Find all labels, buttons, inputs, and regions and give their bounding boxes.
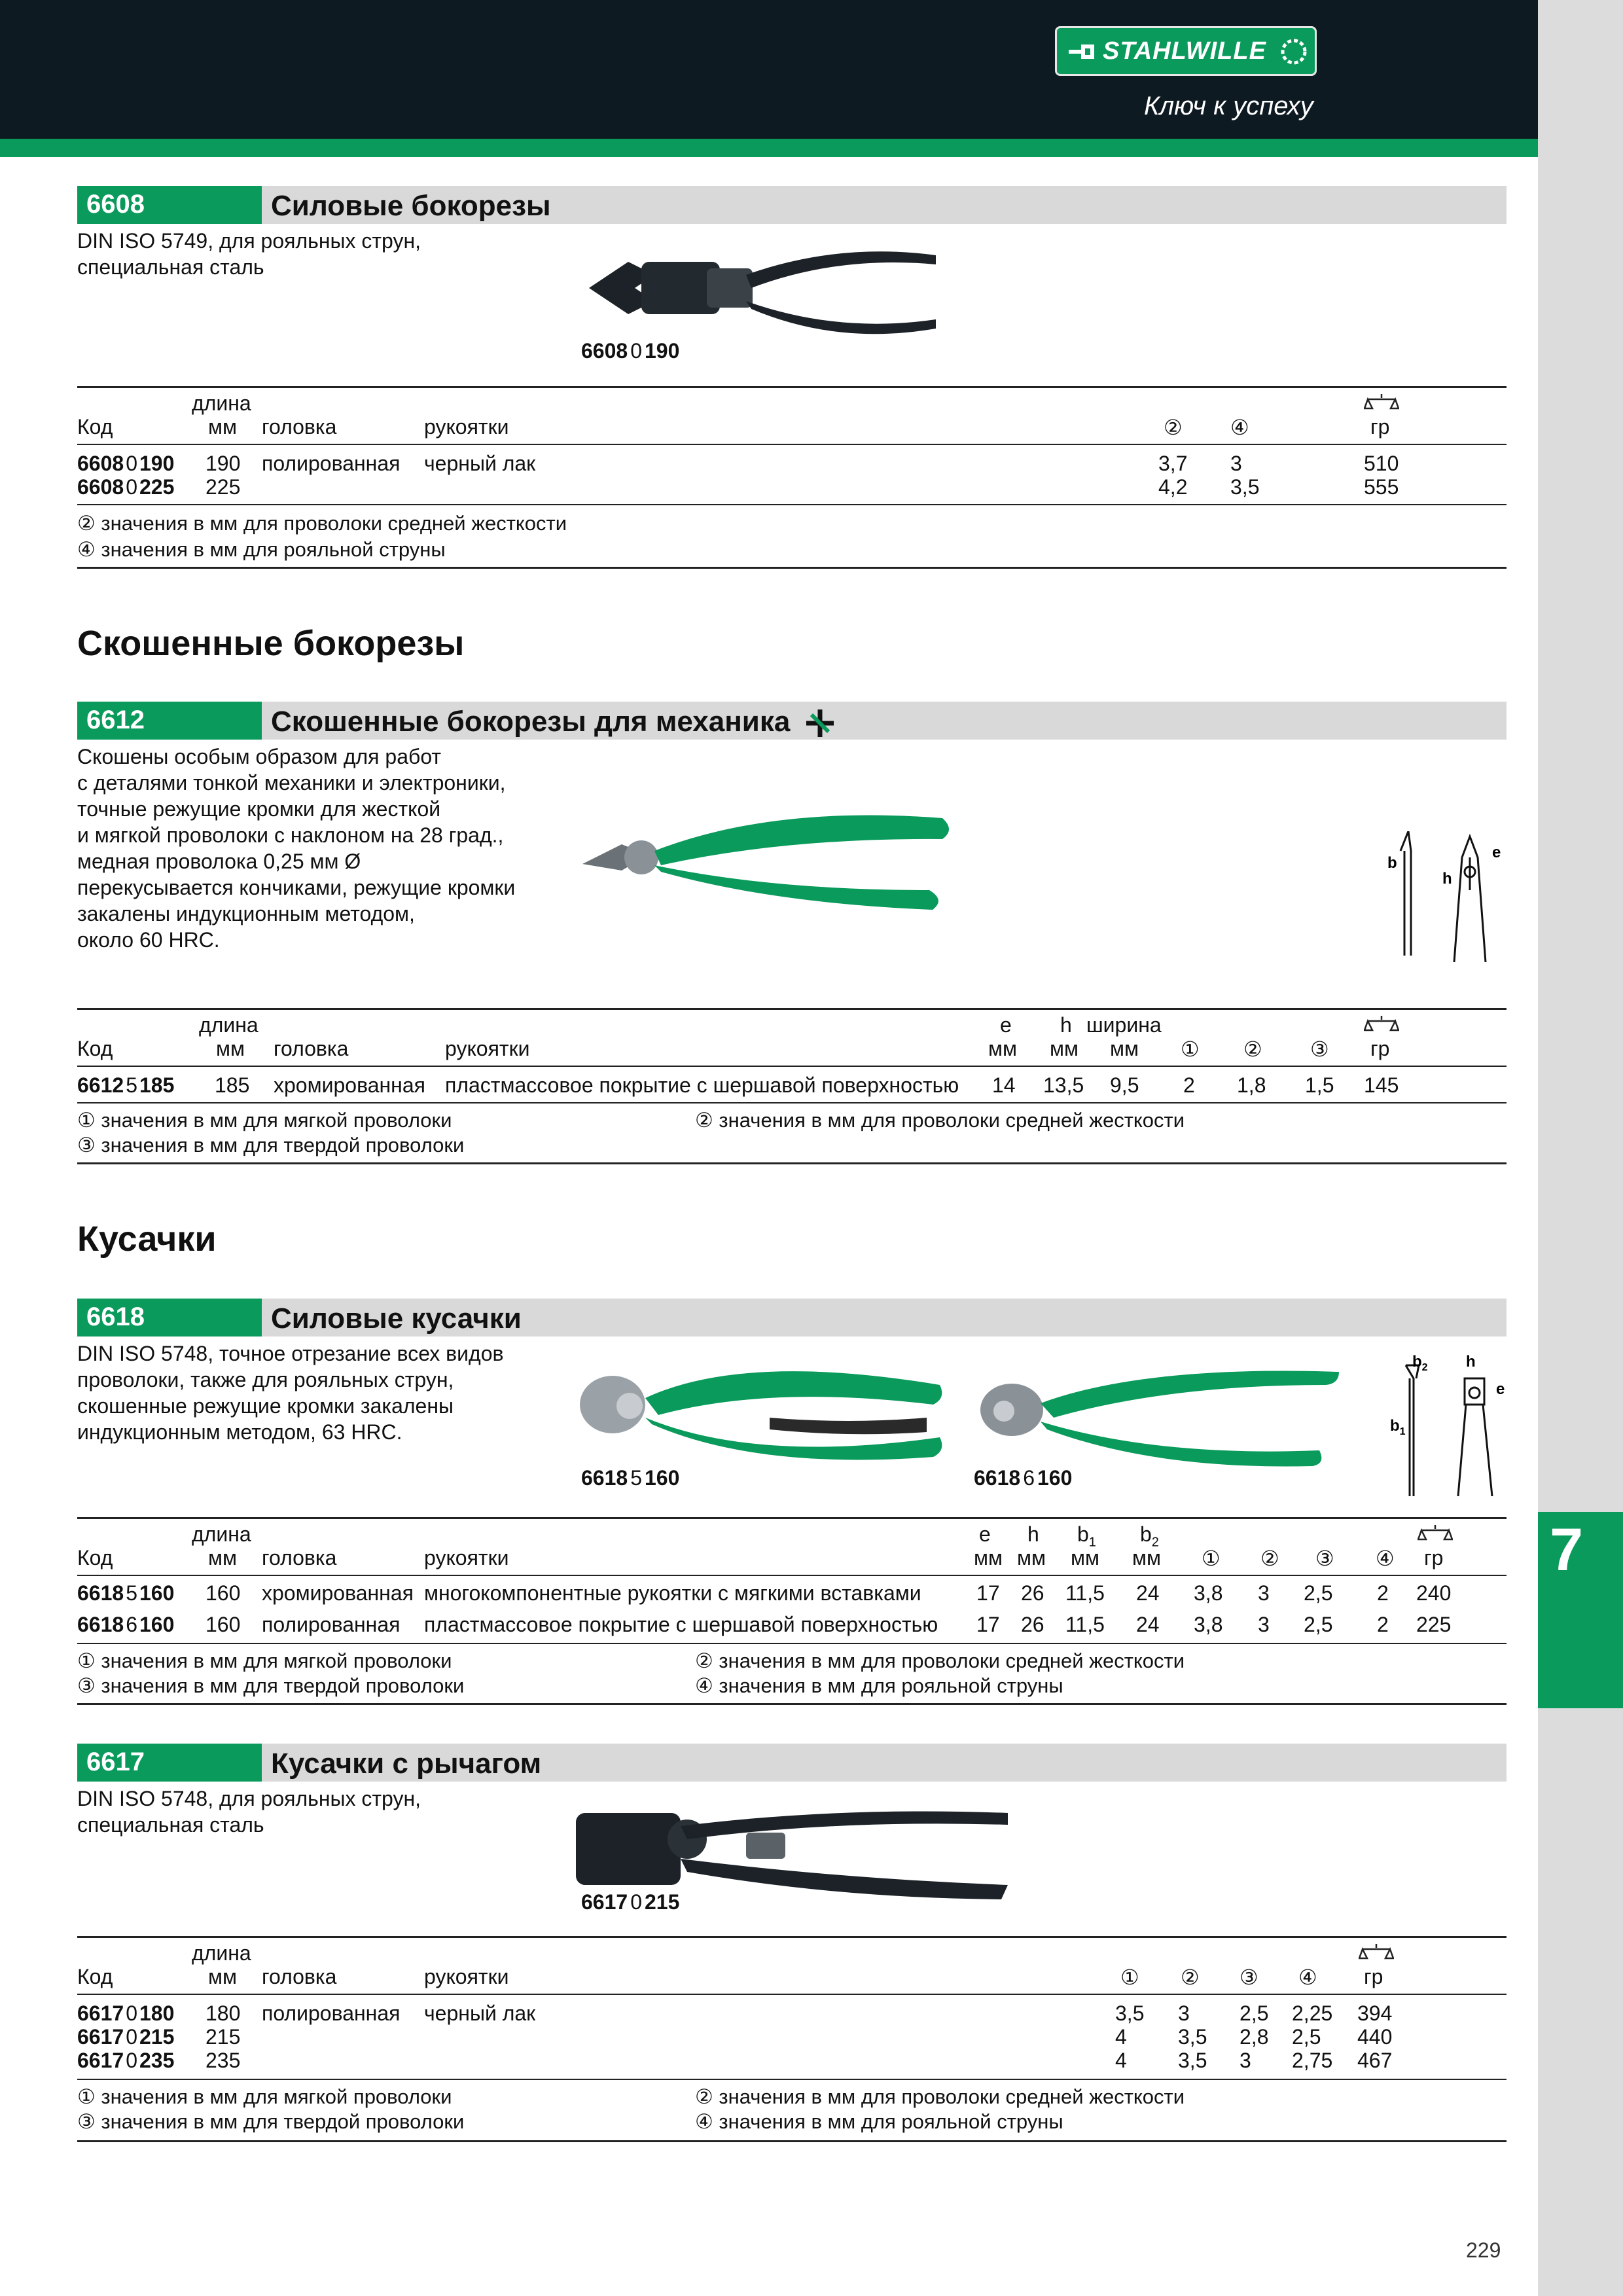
row-code-a: 6617 (77, 2001, 124, 2025)
gear-logo-icon (1279, 37, 1308, 66)
row-soft-wire: 2 (1183, 1073, 1195, 1097)
section-code-badge (77, 186, 262, 224)
col-code: Код (77, 415, 113, 439)
table-bottom-rule (77, 1703, 1507, 1705)
group-heading: Скошенные бокорезы (77, 624, 465, 663)
desc-line: DIN ISO 5748, точное отрезание всех видов (77, 1342, 504, 1365)
brand-name: STAHLWILLE (1103, 37, 1266, 65)
section-header-6618 (77, 1299, 1507, 1336)
col-weight: гр (1370, 1037, 1390, 1060)
row-handle: черный лак (424, 2001, 536, 2025)
row-code-b: 0 (126, 2049, 137, 2072)
desc-line: проволоки, также для рояльных струн, (77, 1368, 454, 1391)
section-title: Силовые бокорезы (271, 190, 551, 222)
row-code-c: 180 (139, 2001, 175, 2025)
footnote: ① значения в мм для мягкой проволоки (77, 1109, 452, 1132)
section-code: 6612 (86, 706, 145, 734)
row-hard-wire: 1,5 (1305, 1073, 1334, 1097)
weight-scale-icon (1418, 1522, 1453, 1545)
row-medium-wire: 3 (1178, 2001, 1190, 2025)
row-code-c: 190 (139, 452, 175, 475)
row-weight: 240 (1416, 1581, 1452, 1605)
row-e: 17 (976, 1613, 1000, 1636)
row-handle: многокомпонентные рукоятки с мягкими вставками (424, 1581, 921, 1605)
row-piano-wire: 2,5 (1292, 2025, 1321, 2049)
caption-code-b: 5 (630, 1466, 642, 1490)
table-header-rule (77, 444, 1507, 445)
col-piano-wire: ④ (1298, 1965, 1317, 1989)
wrench-logo-icon (1063, 35, 1097, 69)
caption-code-a: 6608 (581, 339, 628, 363)
table-bottom-rule (77, 2140, 1507, 2142)
desc-line: перекусывается кончиками, режущие кромки (77, 876, 516, 899)
row-length: 215 (205, 2025, 241, 2049)
row-code-a: 6608 (77, 475, 124, 499)
desc-line: и мягкой проволоки с наклоном на 28 град., (77, 823, 504, 847)
caption-code-a: 6617 (581, 1890, 628, 1914)
col-soft-wire: ① (1202, 1547, 1221, 1570)
section-title: Кусачки с рычагом (271, 1748, 542, 1780)
caption-code-b: 6 (1023, 1466, 1035, 1490)
col-hard-wire: ③ (1240, 1965, 1258, 1989)
section-code: 6608 (86, 190, 145, 219)
desc-line: специальная сталь (77, 1813, 264, 1837)
brand-slogan: Ключ к успеху (1144, 92, 1313, 120)
row-b1: 11,5 (1065, 1581, 1105, 1605)
col-handle: рукоятки (424, 1546, 509, 1570)
row-code-b: 0 (126, 2001, 137, 2025)
table-rows-rule (77, 504, 1507, 505)
footnote: ④ значения в мм для рояльной струны (695, 1674, 1063, 1697)
row-code-c: 235 (139, 2049, 175, 2072)
col-hard-wire: ③ (1315, 1547, 1334, 1570)
desc-line: с деталями тонкой механики и электроники, (77, 771, 506, 795)
col-piano-wire: ④ (1376, 1547, 1395, 1570)
section-code-badge (77, 1299, 262, 1336)
col-weight: гр (1424, 1546, 1444, 1570)
row-code-a: 6618 (77, 1581, 124, 1605)
section-description (77, 228, 421, 280)
col-e-unit: мм (974, 1546, 1003, 1570)
header-green-stripe (0, 139, 1538, 157)
col-length-unit: мм (208, 415, 237, 439)
row-length: 185 (215, 1073, 250, 1097)
row-weight: 555 (1364, 475, 1399, 499)
row-code-b: 0 (126, 475, 137, 499)
col-head: головка (262, 1965, 337, 1988)
row-hard-wire: 2,5 (1304, 1613, 1333, 1636)
dim-label-b2: $b_2$ (1412, 1353, 1428, 1373)
col-width: ширина (1086, 1013, 1162, 1037)
row-length: 180 (205, 2001, 241, 2025)
row-h: 26 (1021, 1581, 1044, 1605)
caption-code-a: 6618 (974, 1466, 1021, 1490)
cutter-dimension-diagram (1374, 831, 1505, 962)
row-soft-wire: 3,8 (1194, 1613, 1223, 1636)
precision-mechanics-icon (805, 708, 835, 738)
col-soft-wire: ① (1181, 1037, 1200, 1061)
caption-code-c: 215 (644, 1890, 680, 1914)
end-cutter-image-6160 (972, 1359, 1339, 1470)
row-code-c: 225 (139, 475, 175, 499)
section-code-badge (77, 1744, 262, 1782)
col-medium-wire: ② (1260, 1547, 1279, 1570)
dim-label-b1: $b_1$ (1390, 1417, 1406, 1437)
table-header-rule (77, 1575, 1507, 1576)
row-e: 14 (992, 1073, 1016, 1097)
footnote: ③ значения в мм для твердой проволоки (77, 2110, 465, 2133)
row-hard-wire: 2,5 (1240, 2001, 1269, 2025)
row-code-c: 185 (139, 1073, 175, 1097)
spec-table-6618 (77, 1517, 1507, 1707)
row-code-b: 5 (126, 1073, 137, 1097)
col-weight: гр (1370, 415, 1390, 439)
row-soft-wire: 4 (1115, 2025, 1127, 2049)
row-weight: 467 (1357, 2049, 1393, 2072)
row-medium-wire: 3,7 (1158, 452, 1188, 475)
row-e: 17 (976, 1581, 1000, 1605)
section-title (271, 706, 835, 738)
row-code-a: 6612 (77, 1073, 124, 1097)
row-weight: 440 (1357, 2025, 1393, 2049)
row-piano-wire: 3,5 (1230, 475, 1260, 499)
col-length-label: длина (199, 1013, 259, 1037)
dim-label-h: h (1466, 1353, 1476, 1371)
footnote: ③ значения в мм для твердой проволоки (77, 1674, 465, 1697)
row-weight: 225 (1416, 1613, 1452, 1636)
table-top-rule (77, 1008, 1507, 1010)
col-h-unit: мм (1050, 1037, 1079, 1060)
table-rows-rule (77, 1102, 1507, 1103)
section-header-6617 (77, 1744, 1507, 1782)
section-description (77, 1340, 504, 1445)
desc-line: DIN ISO 5748, для рояльных струн, (77, 1787, 421, 1810)
row-medium-wire: 3,5 (1178, 2049, 1207, 2072)
col-soft-wire: ① (1120, 1965, 1139, 1989)
dim-label-e: e (1496, 1380, 1505, 1398)
col-length-unit: мм (216, 1037, 245, 1060)
col-head: головка (262, 1546, 337, 1570)
weight-scale-icon (1364, 391, 1399, 414)
group-heading: Кусачки (77, 1219, 217, 1259)
footnote: ④ значения в мм для рояльной струны (695, 2110, 1063, 2133)
section-description (77, 744, 515, 953)
col-weight: гр (1364, 1965, 1383, 1988)
spec-table-6608 (77, 386, 1507, 569)
desc-line: индукционным методом, 63 HRC. (77, 1420, 402, 1444)
dim-label-b: b (1387, 854, 1397, 872)
col-h-unit: мм (1017, 1546, 1046, 1570)
section-header-6612 (77, 702, 1507, 740)
lever-end-cutter-image (576, 1793, 1014, 1905)
desc-line: точные режущие кромки для жесткой (77, 797, 441, 821)
row-length: 235 (205, 2049, 241, 2072)
row-medium-wire: 3,5 (1178, 2025, 1207, 2049)
col-code: Код (77, 1546, 113, 1570)
desc-line: медная проволока 0,25 мм Ø (77, 850, 361, 873)
bolt-cutter-image (576, 236, 942, 340)
footnote: ③ значения в мм для твердой проволоки (77, 1134, 465, 1157)
caption-code-b: 0 (630, 339, 642, 363)
table-rows-rule (77, 2079, 1507, 2080)
row-b1: 11,5 (1065, 1613, 1105, 1636)
col-hard-wire: ③ (1310, 1037, 1329, 1061)
table-top-rule (77, 1936, 1507, 1938)
weight-scale-icon (1359, 1941, 1394, 1964)
row-code-a: 6617 (77, 2025, 124, 2049)
desc-line: около 60 HRC. (77, 928, 220, 952)
footnote: ① значения в мм для мягкой проволоки (77, 2085, 452, 2108)
spec-table-6617 (77, 1936, 1507, 2145)
caption-code-c: 160 (644, 1466, 680, 1490)
col-length-label: длина (192, 1522, 251, 1546)
footnote: ② значения в мм для проволоки средней жесткости (77, 512, 567, 535)
row-head: хромированная (262, 1581, 414, 1605)
col-length-label: длина (192, 391, 251, 415)
spec-table-6612 (77, 1008, 1507, 1165)
row-width: 9,5 (1110, 1073, 1139, 1097)
brand-logo (1055, 26, 1317, 76)
col-e-unit: мм (988, 1037, 1017, 1060)
caption-code-c: 190 (644, 339, 680, 363)
row-b2: 24 (1136, 1581, 1160, 1605)
row-length: 160 (205, 1581, 241, 1605)
row-b2: 24 (1136, 1613, 1160, 1636)
dim-label-h: h (1442, 870, 1452, 888)
table-top-rule (77, 1517, 1507, 1519)
row-hard-wire: 3 (1240, 2049, 1251, 2072)
col-medium-wire: ② (1243, 1037, 1262, 1061)
col-length-unit: мм (208, 1546, 237, 1570)
col-code: Код (77, 1965, 113, 1988)
footnote: ④ значения в мм для рояльной струны (77, 538, 446, 561)
row-soft-wire: 4 (1115, 2049, 1127, 2072)
table-rows-rule (77, 1643, 1507, 1644)
footnote: ② значения в мм для проволоки средней жесткости (695, 1649, 1185, 1672)
row-h: 26 (1021, 1613, 1044, 1636)
row-head: полированная (262, 1613, 401, 1636)
desc-line: закалены индукционным методом, (77, 902, 415, 925)
table-top-rule (77, 386, 1507, 388)
row-head: полированная (262, 452, 401, 475)
caption-code-b: 0 (630, 1890, 642, 1914)
row-weight: 145 (1364, 1073, 1399, 1097)
footnote: ② значения в мм для проволоки средней жесткости (695, 2085, 1185, 2108)
end-cutter-image-5160 (573, 1352, 953, 1470)
row-code-b: 0 (126, 452, 137, 475)
col-h: h (1027, 1522, 1039, 1546)
table-bottom-rule (77, 1162, 1507, 1164)
row-code-a: 6617 (77, 2049, 124, 2072)
row-handle: черный лак (424, 452, 536, 475)
row-code-b: 5 (126, 1581, 137, 1605)
caption-code-a: 6618 (581, 1466, 628, 1490)
col-piano-wire: ④ (1230, 416, 1249, 439)
desc-line: специальная сталь (77, 255, 264, 279)
table-header-rule (77, 1994, 1507, 1995)
row-code-a: 6608 (77, 452, 124, 475)
col-h: h (1060, 1013, 1072, 1037)
row-piano-wire: 2 (1377, 1613, 1389, 1636)
section-title-text: Скошенные бокорезы для механика (271, 706, 791, 738)
row-h: 13,5 (1043, 1073, 1084, 1097)
image-caption (581, 1890, 679, 1914)
row-head: полированная (262, 2001, 401, 2025)
row-piano-wire: 2,25 (1292, 2001, 1333, 2025)
section-header-6608 (77, 186, 1507, 224)
row-hard-wire: 2,8 (1240, 2025, 1269, 2049)
diagonal-cutter-image (576, 792, 955, 916)
col-b2: $b_2$ (1140, 1522, 1159, 1550)
image-caption (974, 1466, 1072, 1490)
col-b1: $b_1$ (1077, 1522, 1096, 1550)
row-code-b: 0 (126, 2025, 137, 2049)
desc-line: Скошены особым образом для работ (77, 745, 442, 768)
section-code: 6617 (86, 1748, 145, 1776)
footnote: ① значения в мм для мягкой проволоки (77, 1649, 452, 1672)
row-medium-wire: 1,8 (1237, 1073, 1266, 1097)
row-hard-wire: 2,5 (1304, 1581, 1333, 1605)
cutter-dimension-diagram (1380, 1352, 1510, 1496)
row-code-a: 6618 (77, 1613, 124, 1636)
row-piano-wire: 3 (1230, 452, 1242, 475)
col-e: e (979, 1522, 991, 1546)
row-piano-wire: 2 (1377, 1581, 1389, 1605)
section-code-badge (77, 702, 262, 740)
col-length-label: длина (192, 1941, 251, 1965)
desc-line: скошенные режущие кромки закалены (77, 1394, 454, 1418)
side-margin-bar (1538, 0, 1623, 2296)
col-e: e (1000, 1013, 1012, 1037)
row-handle: пластмассовое покрытие с шершавой поверхностью (424, 1613, 938, 1636)
col-width-unit: мм (1110, 1037, 1139, 1060)
col-code: Код (77, 1037, 113, 1060)
row-piano-wire: 2,75 (1292, 2049, 1333, 2072)
col-head: головка (274, 1037, 349, 1060)
image-caption (581, 339, 679, 363)
col-b1-unit: мм (1071, 1546, 1099, 1570)
col-medium-wire: ② (1181, 1965, 1200, 1989)
dim-label-e: e (1492, 844, 1501, 861)
caption-code-c: 160 (1037, 1466, 1073, 1490)
col-b2-unit: мм (1132, 1546, 1161, 1570)
row-code-c: 160 (139, 1613, 175, 1636)
desc-line: DIN ISO 5749, для рояльных струн, (77, 229, 421, 253)
col-medium-wire: ② (1164, 416, 1183, 439)
col-handle: рукоятки (445, 1037, 530, 1060)
row-code-b: 6 (126, 1613, 137, 1636)
section-code: 6618 (86, 1302, 145, 1331)
image-caption (581, 1466, 679, 1490)
row-code-c: 160 (139, 1581, 175, 1605)
row-medium-wire: 3 (1258, 1613, 1270, 1636)
col-handle: рукоятки (424, 1965, 509, 1988)
row-medium-wire: 4,2 (1158, 475, 1188, 499)
row-length: 225 (205, 475, 241, 499)
col-handle: рукоятки (424, 415, 509, 439)
table-header-rule (77, 1066, 1507, 1067)
page-header (0, 0, 1538, 139)
weight-scale-icon (1364, 1013, 1399, 1035)
footnote: ② значения в мм для проволоки средней жесткости (695, 1109, 1185, 1132)
row-length: 160 (205, 1613, 241, 1636)
row-code-c: 215 (139, 2025, 175, 2049)
table-bottom-rule (77, 567, 1507, 569)
row-soft-wire: 3,8 (1194, 1581, 1223, 1605)
row-soft-wire: 3,5 (1115, 2001, 1145, 2025)
row-handle: пластмассовое покрытие с шершавой поверхностью (445, 1073, 959, 1097)
row-weight: 394 (1357, 2001, 1393, 2025)
page-number: 229 (1466, 2238, 1501, 2262)
col-head: головка (262, 415, 337, 439)
row-weight: 510 (1364, 452, 1399, 475)
section-description (77, 1785, 421, 1838)
col-length-unit: мм (208, 1965, 237, 1988)
row-medium-wire: 3 (1258, 1581, 1270, 1605)
section-title: Силовые кусачки (271, 1302, 522, 1335)
row-length: 190 (205, 452, 241, 475)
row-head: хромированная (274, 1073, 425, 1097)
chapter-number: 7 (1550, 1516, 1584, 1583)
